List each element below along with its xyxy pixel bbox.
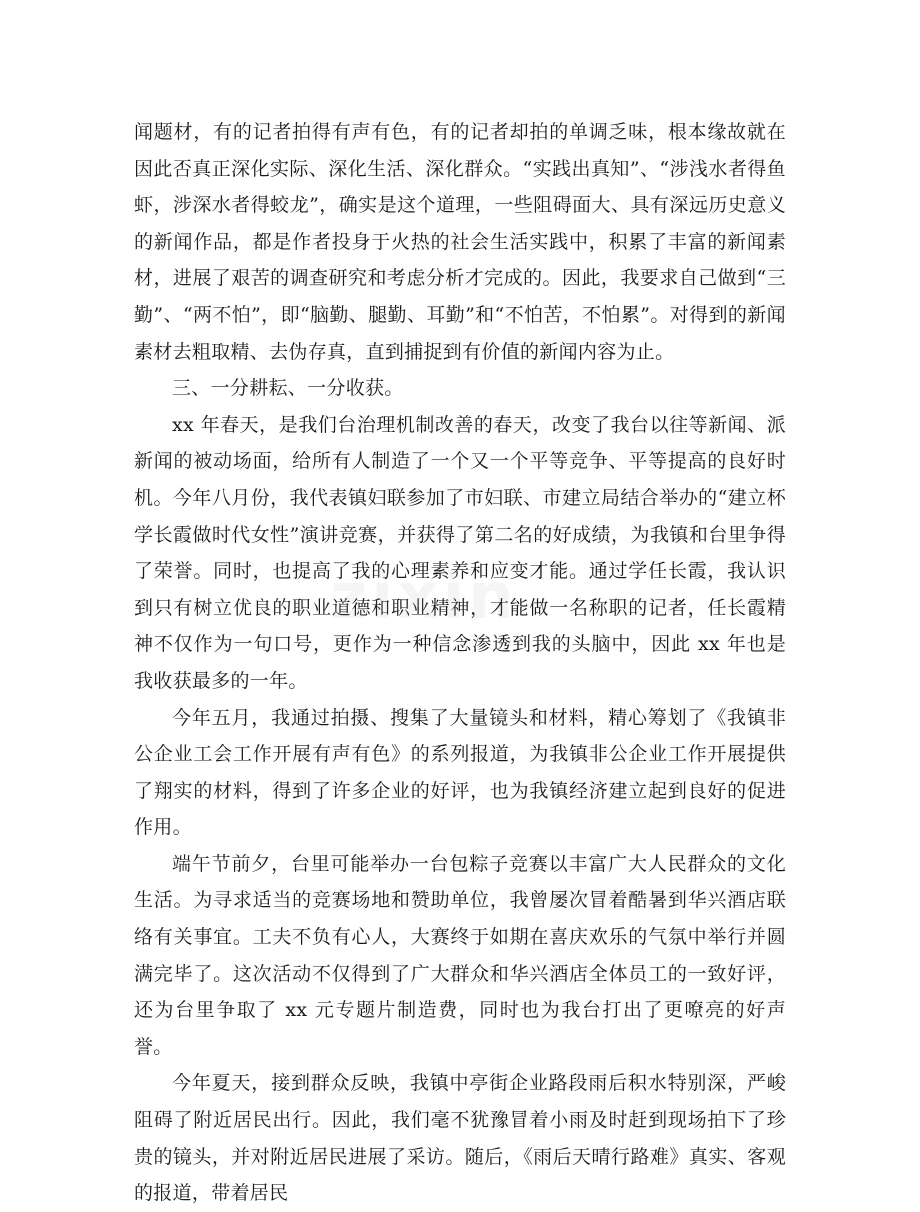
paragraph-5: 今年夏天，接到群众反映，我镇中亭街企业路段雨后积水特别深，严峻阻碍了附近居民出行。因此，我们毫不犹豫冒着小雨及时赶到现场拍下了珍贵的镜头，并对附近居民进展了采访。随后，《雨后天晴行路难》真实、客观的报道，带着居民: [134, 1072, 786, 1205]
document-body: [134, 114, 786, 1212]
paragraph-1: 闻题材，有的记者拍得有声有色，有的记者却拍的单调乏味，根本缘故就在因此否真正深化实际、深化生活、深化群众。“实践出真知”、“涉浅水者得鱼虾，涉深水者得蛟龙”，确实是这个道理，一些阻碍面大、具有深远历史意义的新闻作品，都是作者投身于火热的社会生活实践中，积累了丰富的新闻素材，进展了艰苦的调查研究和考虑分析才完成的。因此，我要求自己做到“三勤”、“两不怕”，即“脑勤、腿勤、耳勤”和“不怕苦，不怕累”。对得到的新闻素材去粗取精、去伪存真，直到捕捉到有价值的新闻内容为止。: [134, 121, 786, 363]
paragraph-4: 端午节前夕，台里可能举办一台包粽子竞赛以丰富广大人民群众的文化生活。为寻求适当的竞赛场地和赞助单位，我曾屡次冒着酷暑到华兴酒店联络有关事宜。工夫不负有心人，大赛终于如期在喜庆欢乐的气氛中举行并圆满完毕了。这次活动不仅得到了广大群众和华兴酒店全体员工的一致好评，还为台里争取了 xx 元专题片制造费，同时也为我台打出了更嘹亮的好声誉。: [134, 852, 786, 1058]
paragraph-3: 今年五月，我通过拍摄、搜集了大量镜头和材料，精心筹划了《我镇非公企业工会工作开展有声有色》的系列报道，为我镇非公企业工作开展提供了翔实的材料，得到了许多企业的好评，也为我镇经济建立起到良好的促进作用。: [134, 706, 786, 839]
section-heading: 三、一分耕耘、一分收获。: [172, 377, 404, 400]
watermark-logo: zixin: [330, 560, 518, 634]
paragraph-2: xx 年春天，是我们台治理机制改善的春天，改变了我台以往等新闻、派新闻的被动场面，给所有人制造了一个又一个平等竞争、平等提高的良好时机。今年八月份，我代表镇妇联参加了市妇联、市建立局结合举办的“建立杯学长霞做时代女性”演讲竞赛，并获得了第二名的好成绩，为我镇和台里争得了荣誉。同时，也提高了我的心理素养和应变才能。通过学任长霞，我认识到只有树立优良的职业道德和职业精神，才能做一名称职的记者，任长霞精神不仅作为一句口号，更作为一种信念渗透到我的头脑中，因此 xx 年也是我收获最多的一年。: [134, 413, 786, 692]
